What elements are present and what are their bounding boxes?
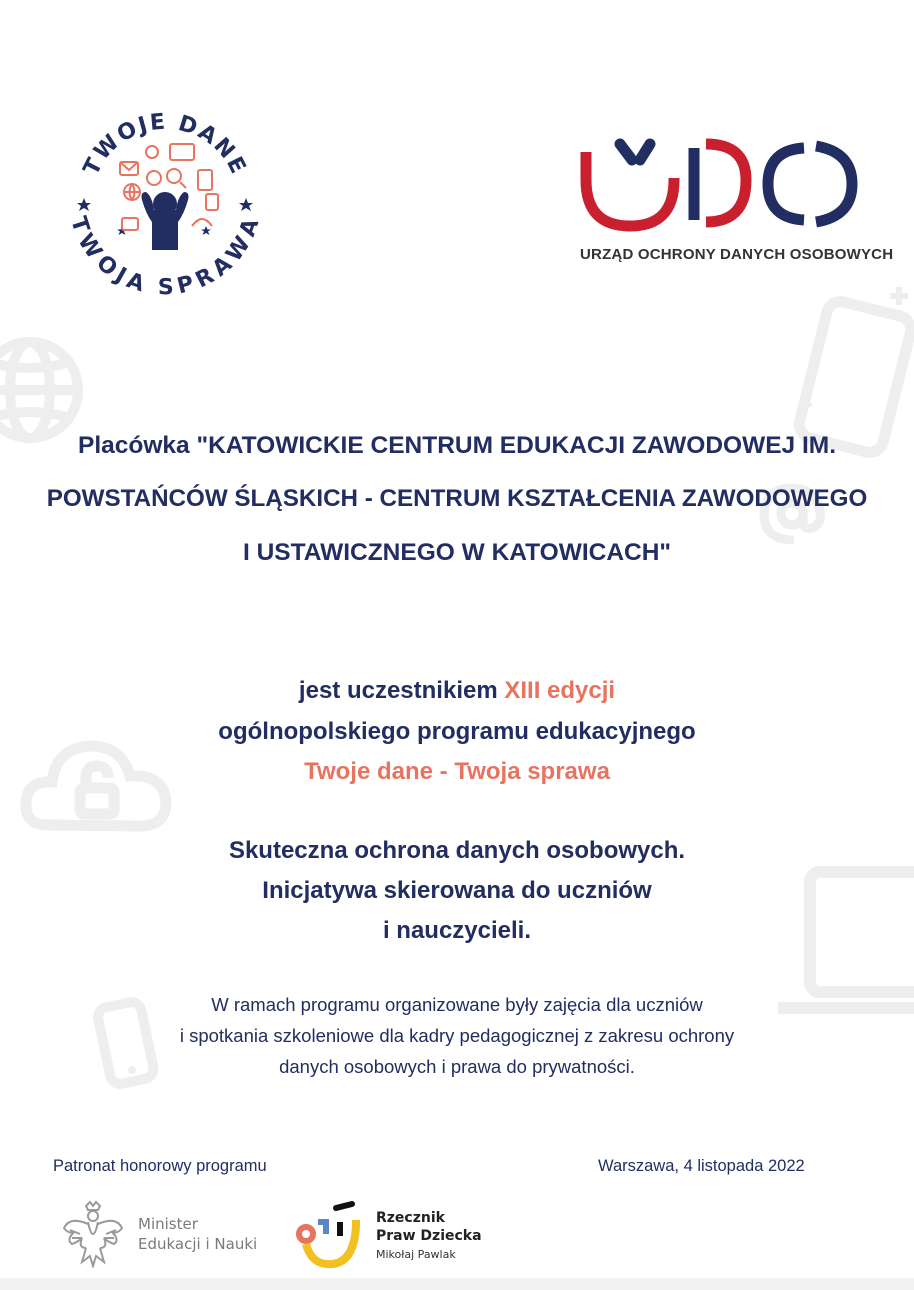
institution-line-2: POWSTAŃCÓW ŚLĄSKICH - CENTRUM KSZTAŁCENIA ZAWODOWEGO (46, 485, 868, 512)
participation-line-2: ogólnopolskiego programu edukacyjnego (218, 718, 696, 745)
tagline-line-2: Inicjatywa skierowana do uczniów (262, 877, 652, 904)
program-name: Twoje dane - Twoja sprawa (304, 758, 610, 785)
eagle-emblem-icon (60, 1200, 126, 1268)
logo-top-text: TWOJE DANE (79, 109, 251, 180)
minister-line-2: Edukacji i Nauki (138, 1235, 258, 1253)
description-line-3: danych osobowych i prawa do prywatności. (279, 1056, 635, 1077)
minister-logo (60, 1200, 260, 1270)
uodo-logo (578, 130, 894, 270)
rzecznik-line-2: Praw Dziecka (376, 1228, 482, 1244)
participation-line-1 (0, 677, 914, 705)
twoje-dane-logo (70, 100, 260, 300)
rzecznik-line-1: Rzecznik (376, 1210, 445, 1226)
tagline-line-3: i nauczycieli. (382, 917, 532, 944)
institution-line-1: Placówka "KATOWICKIE CENTRUM EDUKACJI ZAWODOWEJ IM. (77, 432, 837, 459)
minister-line-1: Minister (138, 1215, 198, 1233)
participation-prefix: jest uczestnikiem (298, 677, 505, 704)
patronage-label: Patronat honorowy programu (53, 1157, 267, 1175)
place-date: Warszawa, 4 listopada 2022 (598, 1157, 805, 1175)
description-line-2: i spotkania szkoleniowe dla kadry pedagogicznej z zakresu ochrony (179, 1025, 735, 1046)
rzecznik-line-3: Mikołaj Pawlak (376, 1248, 456, 1261)
institution-line-3: I USTAWICZNEGO W KATOWICACH" (242, 539, 672, 566)
uodo-caption: URZĄD OCHRONY DANYCH OSOBOWYCH (580, 246, 894, 263)
rzecznik-logo (294, 1200, 494, 1270)
edition-highlight: XIII edycji (504, 677, 616, 704)
logo-bottom-text: WOJA SPRAW (72, 229, 257, 300)
tagline-line-1: Skuteczna ochrona danych osobowych. (228, 837, 686, 864)
page-bottom-band (0, 1278, 914, 1290)
description (0, 989, 914, 1082)
description-line-1: W ramach programu organizowane były zajęcia dla uczniów (211, 994, 703, 1015)
